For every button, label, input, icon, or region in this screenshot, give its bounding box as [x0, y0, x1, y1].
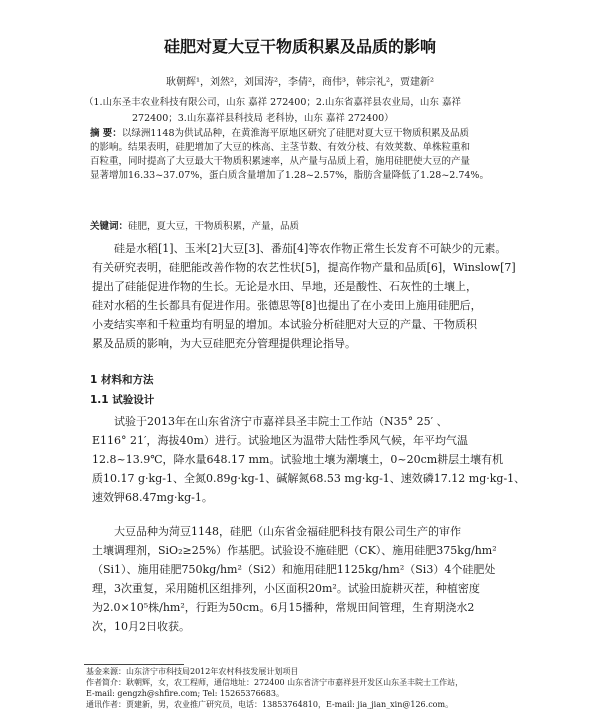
footnote-divider [84, 664, 184, 665]
section-heading: 1 材料和方法 [90, 374, 154, 386]
paragraph-line: 土壤调理剂，SiO₂≥25%）作基肥。试验设不施硅肥（CK）、施用硅肥375kg/hm² [92, 544, 497, 557]
paragraph-line: 为2.0×10⁵株/hm²，行距为50cm。6月15播种，常规田间管理，生育期浇水2 [92, 601, 475, 614]
paragraph-line: 硅是水稻[1]、玉米[2]大豆[3]、番茄[4]等农作物正常生长发育不可缺少的元素。 [92, 242, 507, 255]
keywords [90, 218, 520, 232]
affiliation-line-1: （1.山东圣丰农业科技有限公司，山东 嘉祥 272400；2.山东省嘉祥县农业局，山东 嘉祥 [84, 97, 461, 108]
footnotes [86, 666, 526, 710]
design-paragraph [92, 412, 526, 507]
subsection-heading: 1.1 试验设计 [90, 394, 155, 406]
paper-title: 硅肥对夏大豆干物质积累及品质的影响 [163, 37, 436, 56]
paragraph-line: （Si1）、施用硅肥750kg/hm²（Si2）和施用硅肥1125kg/hm²（Si3）4个硅肥处 [92, 563, 496, 576]
abstract-line: 百粒重，同时提高了大豆最大干物质积累速率，从产量与品质上看，施用硅肥使大豆的产量 [90, 156, 471, 167]
paragraph-line: 小麦结实率和千粒重均有明显的增加。本试验分析硅肥对大豆的产量、干物质积 [92, 318, 477, 331]
abstract-line [90, 127, 520, 141]
paragraph-line: 累及品质的影响，为大豆硅肥充分管理提供理论指导。 [92, 337, 356, 350]
keywords-label: 关键词： [90, 221, 129, 232]
footnote-line: 基金来源：山东济宁市科技局2012年农村科技发展计划项目 [86, 667, 299, 676]
paragraph-line: 速效钾68.47mg·kg-1。 [92, 491, 213, 504]
paragraph-line: 提出了硅能促进作物的生长。无论是水田、旱地，还是酸性、石灰性的土壤上， [92, 280, 477, 293]
affiliation-line-2: 272400；3.山东嘉祥县科技局 老科协，山东 嘉祥 272400） [132, 113, 394, 124]
footnote-line: 作者简介：耿朝辉，女，农工程师，通信地址：272400 山东省济宁市嘉祥县开发区山东圣丰院士工作站， [86, 678, 464, 687]
paragraph-line: 有关研究表明，硅肥能改善作物的农艺性状[5]，提高作物产量和品质[6]，Winslow[7] [92, 261, 516, 274]
intro-paragraph [92, 239, 516, 353]
keywords-text: 硅肥，夏大豆，干物质积累，产量，品质 [128, 221, 300, 232]
footnote-line: 通讯作者：贾建新，男，农业推广研究员，电话：13853764810，E-mail: jia_jian_xin@126.com。 [86, 700, 454, 709]
paragraph-line: 理，3次重复，采用随机区组排列，小区面积20m²。试验田旋耕灭茬，种植密度 [92, 582, 480, 595]
variety-paragraph [92, 522, 512, 636]
paragraph-line: 硅对水稻的生长都具有促进作用。张德思等[8]也提出了在小麦田上施用硅肥后， [92, 299, 482, 312]
paragraph-line: 12.8~13.9℃，降水量648.17 mm。试验地土壤为潮壤土，0~20cm耕层土壤有机 [92, 453, 504, 466]
abstract-label: 摘 要： [90, 128, 122, 139]
paragraph-line: E116° 21′，海拔40m）进行。试验地区为温带大陆性季风气候，年平均气温 [92, 434, 468, 447]
abstract-line: 的影响。结果表明，硅肥增加了大豆的株高、主茎节数、有效分枝、有效荚数、单株粒重和 [90, 142, 471, 153]
paragraph-line: 试验于2013年在山东省济宁市嘉祥县圣丰院士工作站（N35° 25′ 、 [92, 415, 448, 428]
paragraph-line: 质10.17 g·kg-1、全氮0.89g·kg-1、碱解氮68.53 mg·kg-1、速效磷17.12 mg·kg-1、 [92, 472, 526, 485]
abstract [90, 127, 520, 183]
paragraph-line: 大豆品种为菏豆1148，硅肥（山东省金福硅肥科技有限公司生产的审作 [92, 525, 461, 538]
abstract-text: 以绿洲1148为供试品种，在黄淮海平原地区研究了硅肥对夏大豆干物质积累及品质 [121, 128, 469, 139]
paragraph-line: 次，10月2日收获。 [92, 620, 190, 633]
author-list: 耿朝辉¹，刘然²，刘国涛²，李倩²，商伟³，韩宗礼²，贾建新² [165, 77, 435, 88]
footnote-line: E-mail: gengzh@shfire.com; Tel: 15265376683。 [86, 689, 284, 698]
abstract-line: 显著增加16.33~37.07%，蛋白质含量增加了1.28~2.57%，脂肪含量降低了1.28~2.74%。 [90, 170, 489, 181]
